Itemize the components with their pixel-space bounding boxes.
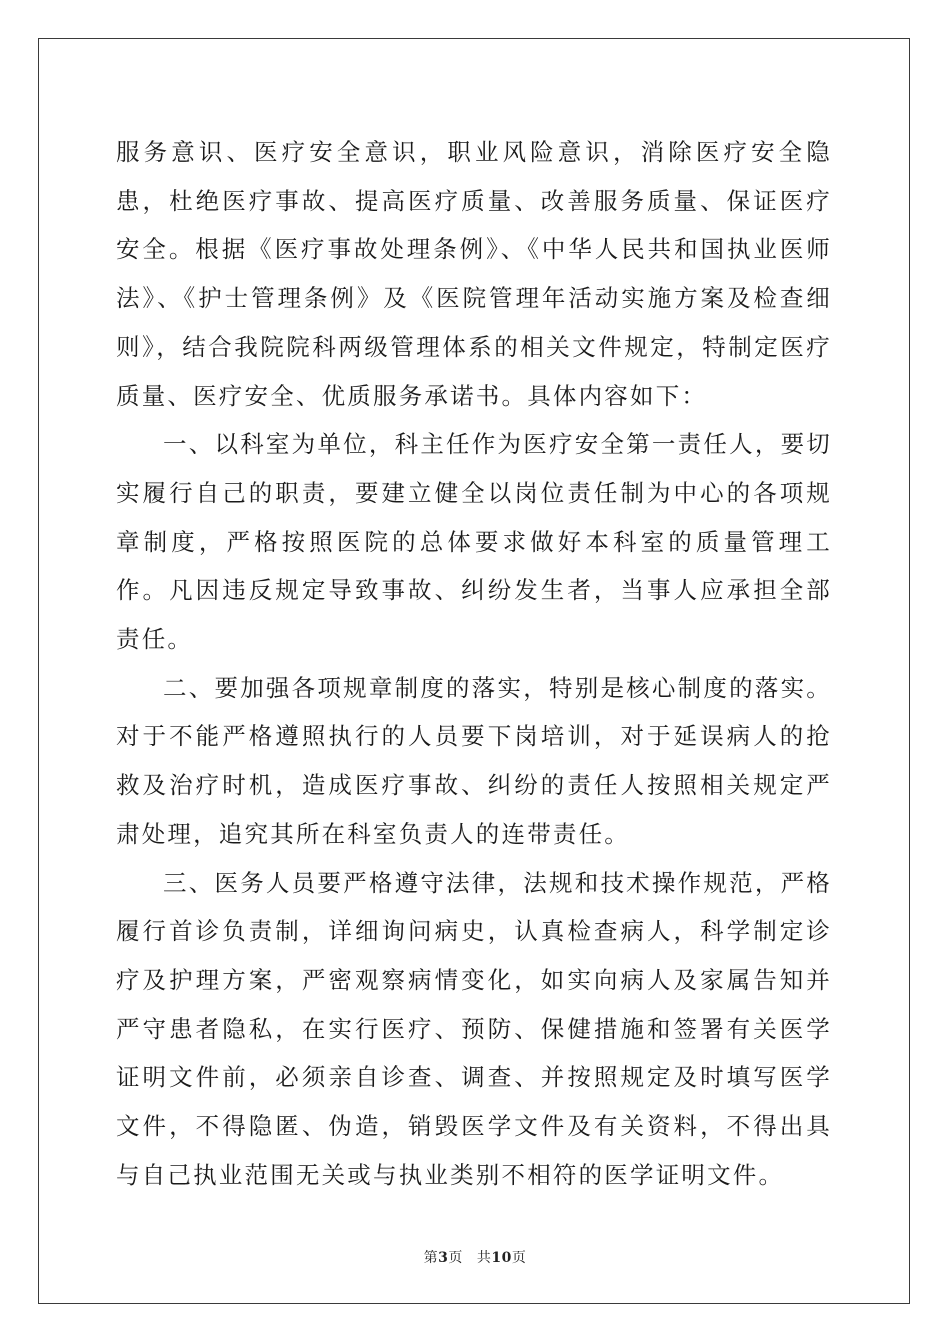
page-suffix: 页 [448,1250,463,1266]
page-footer [0,1249,950,1267]
page-prefix: 第 [423,1250,439,1266]
paragraph-3: 二、要加强各项规章制度的落实，特别是核心制度的落实。对于不能严格遵照执行的人员要下岗培训，对于延误病人的抢救及治疗时机，造成医疗事故、纠纷的责任人按照相关规定严肃处理，追究其所在科室负责人的连带责任。 [116,673,832,848]
total-prefix: 共 [476,1250,492,1266]
total-suffix: 页 [511,1250,527,1266]
page-number: 3 [438,1250,449,1266]
paragraph-2: 一、以科室为单位，科主任作为医疗安全第一责任人，要切实履行自己的职责，要建立健全以岗位责任制为中心的各项规章制度，严格按照医院的总体要求做好本科室的质量管理工作。凡因违反规定导致事故、纠纷发生者，当事人应承担全部责任。 [116,430,832,654]
paragraph-1: 服务意识、医疗安全意识，职业风险意识，消除医疗安全隐患，杜绝医疗事故、提高医疗质量、改善服务质量、保证医疗安全。根据《医疗事故处理条例》、《中华人民共和国执业医师法》、《护士管理条例》及《医院管理年活动实施方案及检查细则》，结合我院院科两级管理体系的相关文件规定，特制定医疗质量、医疗安全、优质服务承诺书。具体内容如下： [116,138,832,410]
document-body [116,128,832,1199]
paragraph-4: 三、医务人员要严格遵守法律，法规和技术操作规范，严格履行首诊负责制，详细询问病史，认真检查病人，科学制定诊疗及护理方案，严密观察病情变化，如实向病人及家属告知并严守患者隐私，在实行医疗、预防、保健措施和签署有关医学证明文件前，必须亲自诊查、调查、并按照规定及时填写医学文件，不得隐匿、伪造，销毁医学文件及有关资料，不得出具与自己执业范围无关或与执业类别不相符的医学证明文件。 [116,868,832,1189]
total-pages: 10 [491,1250,512,1266]
